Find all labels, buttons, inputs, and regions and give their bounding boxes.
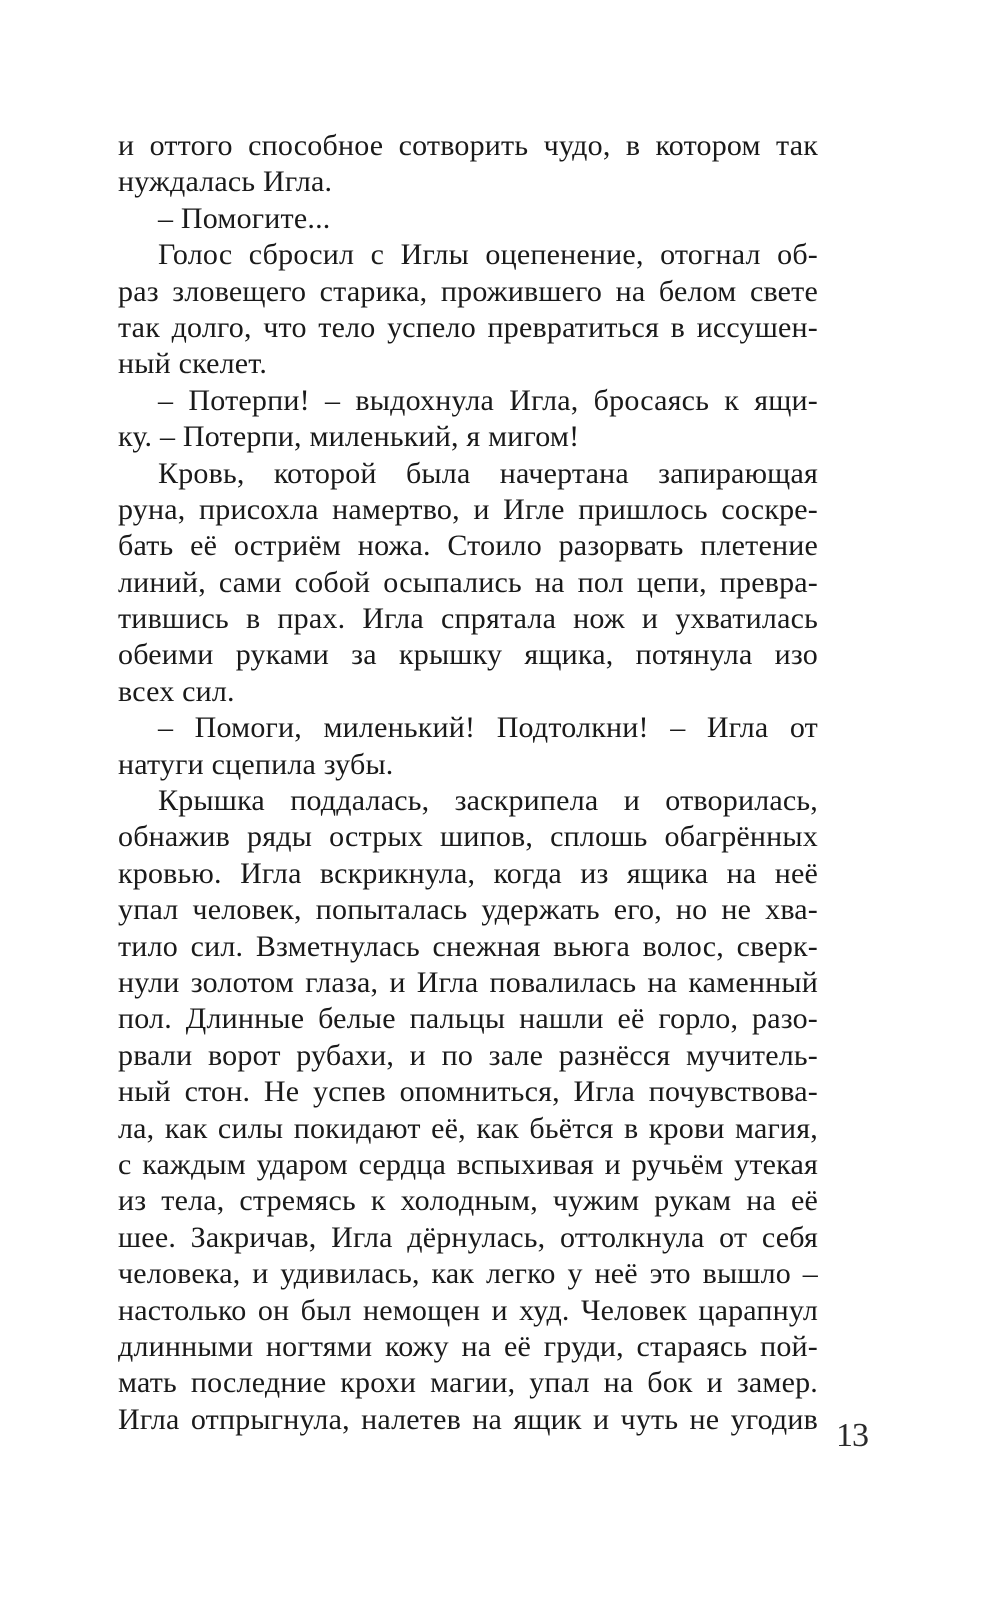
text-line: ный стон. Не успев опомниться, Игла почувствова- [118,1075,818,1109]
text-line: – Потерпи! – выдохнула Игла, бросаясь к ящи- [158,383,818,417]
text-line: Кровь, которой была начертана запирающая [158,456,818,490]
text-line: тило сил. Взметнулась снежная вьюга волос, сверк- [118,929,818,963]
text-line: упал человек, попыталась удержать его, но не хва- [118,893,818,927]
text-line: и оттого способное сотворить чудо, в котором так [118,129,818,162]
text-line: нули золотом глаза, и Игла повалилась на каменный [118,965,818,999]
text-line: пол. Длинные белые пальцы нашли её горло, разо- [118,1002,818,1036]
text-line: раз зловещего старика, прожившего на белом свете [118,274,818,308]
text-line: мать последние крохи магии, упал на бок и замер. [118,1366,818,1400]
text-line: Голос сбросил с Иглы оцепенение, отогнал об- [158,238,818,272]
text-line: всех сил. [118,674,235,708]
text-line: ку. – Потерпи, миленький, я мигом! [118,420,580,454]
body-text [118,128,818,1438]
text-line: обнажив ряды острых шипов, сплошь обагрённых [118,820,818,854]
text-line: бать её остриём ножа. Стоило разорвать плетение [118,529,818,563]
text-line: натуги сцепила зубы. [118,747,394,781]
text-line: человека, и удивилась, как легко у неё это вышло – [118,1257,818,1291]
text-line: ла, как силы покидают её, как бьётся в крови магия, [118,1111,818,1145]
text-line: ный скелет. [118,347,268,381]
text-line: обеими руками за крышку ящика, потянула изо [118,638,818,672]
page-number: 13 [836,1417,868,1454]
text-line: из тела, стремясь к холодным, чужим рукам на её [118,1184,818,1218]
text-line: руна, присохла намертво, и Игле пришлось соскре- [118,492,818,526]
text-line: – Помогите... [158,201,331,235]
text-line: нуждалась Игла. [118,165,333,199]
text-line: – Помоги, миленький! Подтолкни! – Игла от [158,711,818,745]
text-line: так долго, что тело успело превратиться в иссушен- [118,310,818,344]
text-line: с каждым ударом сердца вспыхивая и ручьём утекая [118,1147,818,1181]
text-line: рвали ворот рубахи, и по зале разнёсся мучитель- [118,1038,818,1072]
text-line: длинными ногтями кожу на её груди, стараясь пой- [118,1329,818,1363]
text-line: линий, сами собой осыпались на пол цепи, превра- [118,565,818,599]
text-line: Крышка поддалась, заскрипела и отворилась, [158,784,818,818]
text-line: кровью. Игла вскрикнула, когда из ящика на неё [118,856,818,890]
text-line: настолько он был немощен и худ. Человек царапнул [118,1293,818,1327]
text-line: тившись в прах. Игла спрятала нож и ухватилась [118,602,818,636]
text-line: шее. Закричав, Игла дёрнулась, оттолкнула от себя [118,1220,818,1254]
text-line: Игла отпрыгнула, налетев на ящик и чуть не угодив [118,1402,818,1436]
